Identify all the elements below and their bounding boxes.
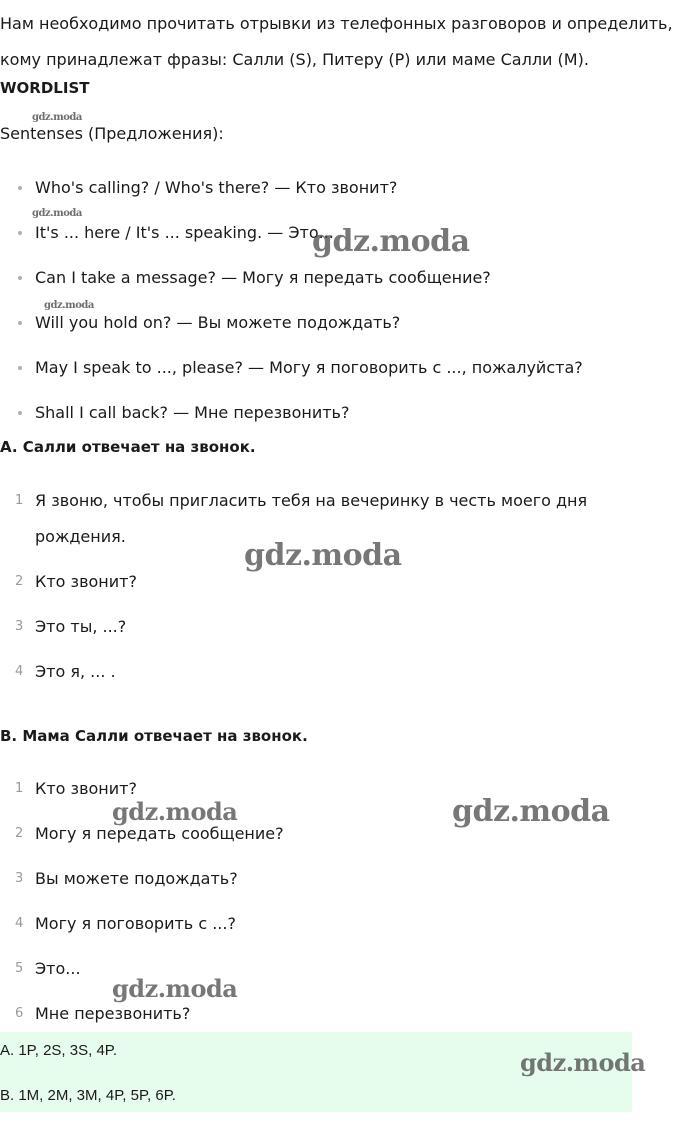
- list-item: Shall I call back? — Мне перезвонить?: [0, 390, 583, 435]
- watermark: gdz.moda: [452, 794, 610, 829]
- watermark: gdz.moda: [112, 797, 238, 826]
- watermark: gdz.moda: [32, 208, 82, 219]
- section-a-list: [0, 483, 640, 699]
- list-item: [0, 996, 640, 1032]
- item-number: 1: [15, 493, 24, 508]
- watermark: gdz.moda: [44, 300, 94, 311]
- item-number: 4: [15, 664, 24, 679]
- item-text: Могу я передать сообщение?: [35, 824, 284, 843]
- watermark: gdz.moda: [32, 112, 82, 123]
- item-text: Мне перезвонить?: [35, 1004, 191, 1023]
- watermark: gdz.moda: [244, 538, 402, 573]
- item-text: Кто звонит?: [35, 779, 137, 798]
- list-item: [0, 861, 640, 897]
- wordlist-heading: WORDLIST: [0, 79, 90, 97]
- item-number: 4: [15, 916, 24, 931]
- item-number: 2: [15, 574, 24, 589]
- item-text: Вы можете подождать?: [35, 869, 238, 888]
- list-item: It's ... here / It's ... speaking. — Это...: [0, 210, 583, 255]
- watermark: gdz.moda: [312, 224, 470, 259]
- list-item: [0, 609, 640, 645]
- item-text: Я звоню, чтобы пригласить тебя на вечеринку в честь моего дня рождения.: [35, 491, 588, 546]
- item-number: 6: [15, 1006, 24, 1021]
- answer-a: A. 1P, 2S, 3S, 4P.: [0, 1042, 118, 1059]
- list-item: Will you hold on? — Вы можете подождать?: [0, 300, 583, 345]
- item-text: Это я, ... .: [35, 662, 116, 681]
- item-number: 1: [15, 781, 24, 796]
- item-number: 5: [15, 961, 24, 976]
- item-text: Кто звонит?: [35, 572, 137, 591]
- list-item: May I speak to ..., please? — Могу я поговорить с ..., пожалуйста?: [0, 345, 583, 390]
- list-item: [0, 654, 640, 690]
- item-number: 2: [15, 826, 24, 841]
- answer-b: B. 1M, 2M, 3M, 4P, 5P, 6P.: [0, 1087, 176, 1104]
- item-number: 3: [15, 871, 24, 886]
- list-item: Who's calling? / Who's there? — Кто звонит?: [0, 165, 583, 210]
- item-text: Могу я поговорить с ...?: [35, 914, 236, 933]
- item-number: 3: [15, 619, 24, 634]
- item-text: Это...: [35, 959, 81, 978]
- section-a-heading: A. Салли отвечает на звонок.: [0, 438, 256, 456]
- watermark: gdz.moda: [520, 1048, 646, 1077]
- list-item: Can I take a message? — Могу я передать сообщение?: [0, 255, 583, 300]
- list-item: [0, 951, 640, 987]
- list-item: [0, 906, 640, 942]
- sentences-heading: Sentenses (Предложения):: [0, 124, 224, 143]
- item-text: Это ты, ...?: [35, 617, 127, 636]
- watermark: gdz.moda: [112, 974, 238, 1003]
- section-b-heading: B. Мама Салли отвечает на звонок.: [0, 727, 308, 745]
- intro-text: Нам необходимо прочитать отрывки из телефонных разговоров и определить, кому принадлежат фразы: Салли (S), Питеру (P) или маме Салли (M).: [0, 14, 673, 69]
